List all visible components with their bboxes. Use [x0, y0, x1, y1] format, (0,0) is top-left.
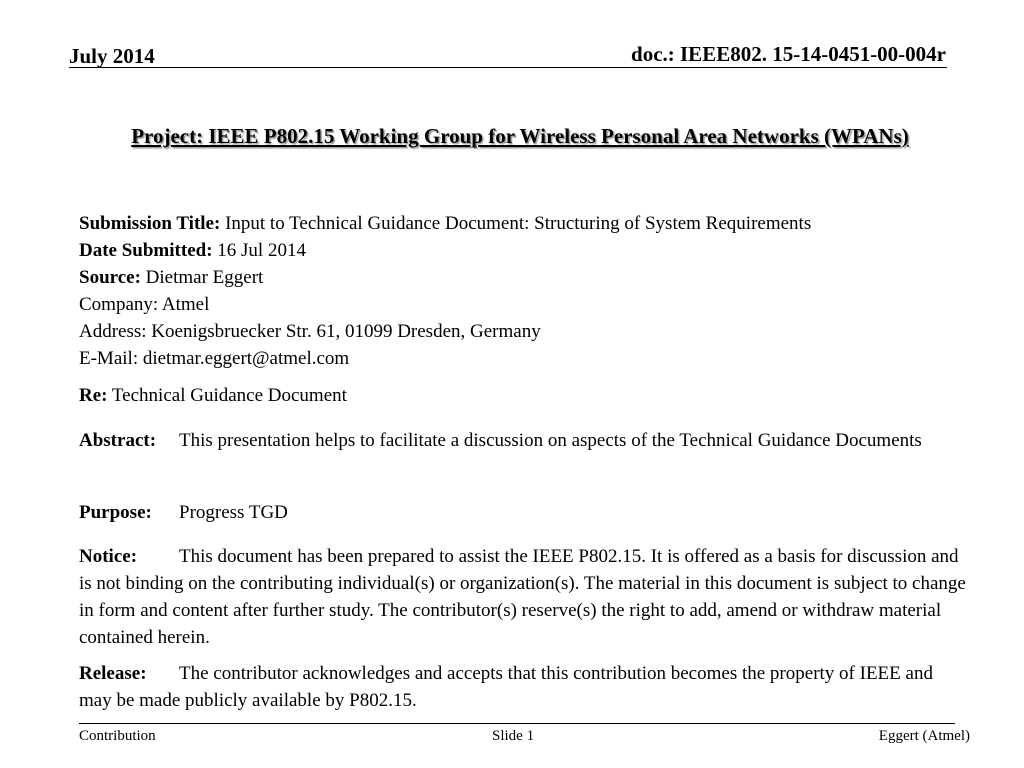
header-date: July 2014 — [69, 44, 155, 68]
source-value: Dietmar Eggert — [145, 267, 264, 288]
abstract-paragraph — [79, 427, 969, 454]
re-value: Technical Guidance Document — [111, 385, 347, 406]
project-title: Project: IEEE P802.15 Working Group for Wireless Personal Area Networks (WPANs) — [131, 124, 909, 148]
notice-paragraph — [79, 543, 969, 651]
header-divider — [69, 67, 947, 68]
abstract-value: This presentation helps to facilitate a discussion on aspects of the Technical Guidance Documents — [179, 430, 922, 451]
footer-contribution: Contribution — [79, 728, 156, 744]
notice-label: Notice: — [79, 546, 138, 567]
date-submitted-line — [79, 237, 969, 264]
header-doc-id: doc.: IEEE802. 15-14-0451-00-004r — [631, 42, 946, 66]
footer-divider — [79, 723, 955, 724]
email-line: E-Mail: dietmar.eggert@atmel.com — [79, 348, 350, 369]
submission-title-line — [79, 210, 969, 237]
source-line — [79, 264, 969, 291]
release-value: The contributor acknowledges and accepts that this contribution becomes the property of IEEE and may be made publicly available by P802.15. — [79, 663, 933, 711]
footer-author: Eggert (Atmel) — [878, 728, 970, 744]
date-submitted-label: Date Submitted: — [79, 240, 213, 261]
company-line: Company: Atmel — [79, 294, 210, 315]
source-label: Source: — [79, 267, 141, 288]
abstract-label: Abstract: — [79, 430, 157, 451]
purpose-line — [79, 499, 969, 526]
footer-slide-number: Slide 1 — [492, 728, 535, 744]
release-label: Release: — [79, 663, 147, 684]
submission-title-label: Submission Title: — [79, 213, 221, 234]
release-paragraph — [79, 660, 969, 714]
submission-title-value: Input to Technical Guidance Document: Structuring of System Requirements — [225, 213, 812, 234]
address-line: Address: Koenigsbruecker Str. 61, 01099 Dresden, Germany — [79, 321, 541, 342]
notice-value: This document has been prepared to assist the IEEE P802.15. It is offered as a basis for discussion and is not binding on the contributing individual(s) or organization(s). The material in this document is subject to change in form and content after further study. The contributor(s) reserve(s) the right to add, amend or withdraw material contained herein. — [79, 546, 966, 648]
date-submitted-value: 16 Jul 2014 — [217, 240, 306, 261]
submission-block — [79, 210, 969, 372]
purpose-value: Progress TGD — [179, 502, 288, 523]
re-label: Re: — [79, 385, 108, 406]
purpose-label: Purpose: — [79, 502, 152, 523]
re-line — [79, 382, 969, 409]
